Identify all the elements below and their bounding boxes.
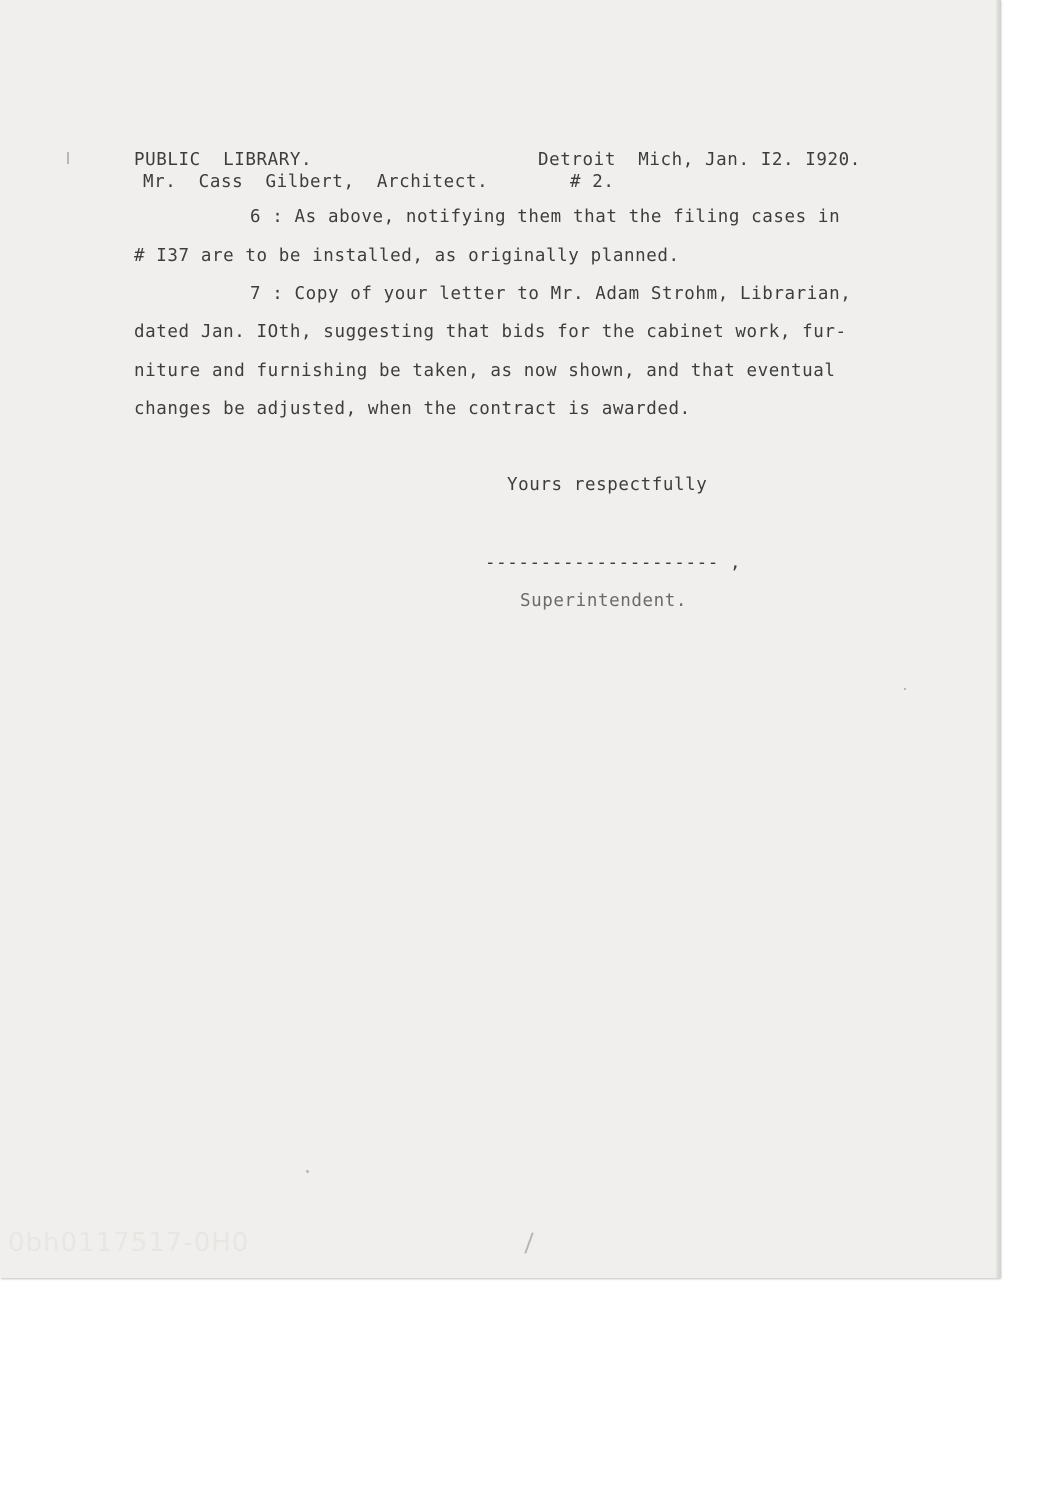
item-7-line-1: 7 : Copy of your letter to Mr. Adam Strohm, Librarian, [250, 284, 852, 304]
item-7-line-3: niture and furnishing be taken, as now shown, and that eventual [134, 361, 836, 381]
paper-mark [67, 152, 69, 164]
paper-speck [904, 688, 906, 690]
item-7-line-4: changes be adjusted, when the contract is awarded. [134, 399, 691, 419]
paper-speck [306, 1170, 309, 1173]
page-number: # 2. [570, 172, 615, 192]
item-6-line-2: # I37 are to be installed, as originally planned. [134, 246, 680, 266]
signer-title: Superintendent. [520, 591, 688, 611]
archive-stamp: 0bh0117517-0H0 [8, 1228, 250, 1258]
page-edge-shadow [996, 0, 1001, 1278]
item-6-line-1: 6 : As above, notifying them that the filing cases in [250, 207, 841, 227]
document-title: PUBLIC LIBRARY. [134, 150, 313, 170]
signature-line: --------------------- , [485, 553, 742, 573]
place-date: Detroit Mich, Jan. I2. I920. [538, 150, 861, 170]
addressee: Mr. Cass Gilbert, Architect. [143, 172, 489, 192]
paper-mark [524, 1232, 533, 1253]
item-7-line-2: dated Jan. IOth, suggesting that bids for the cabinet work, fur- [134, 322, 847, 342]
closing-salutation: Yours respectfully [507, 475, 708, 495]
